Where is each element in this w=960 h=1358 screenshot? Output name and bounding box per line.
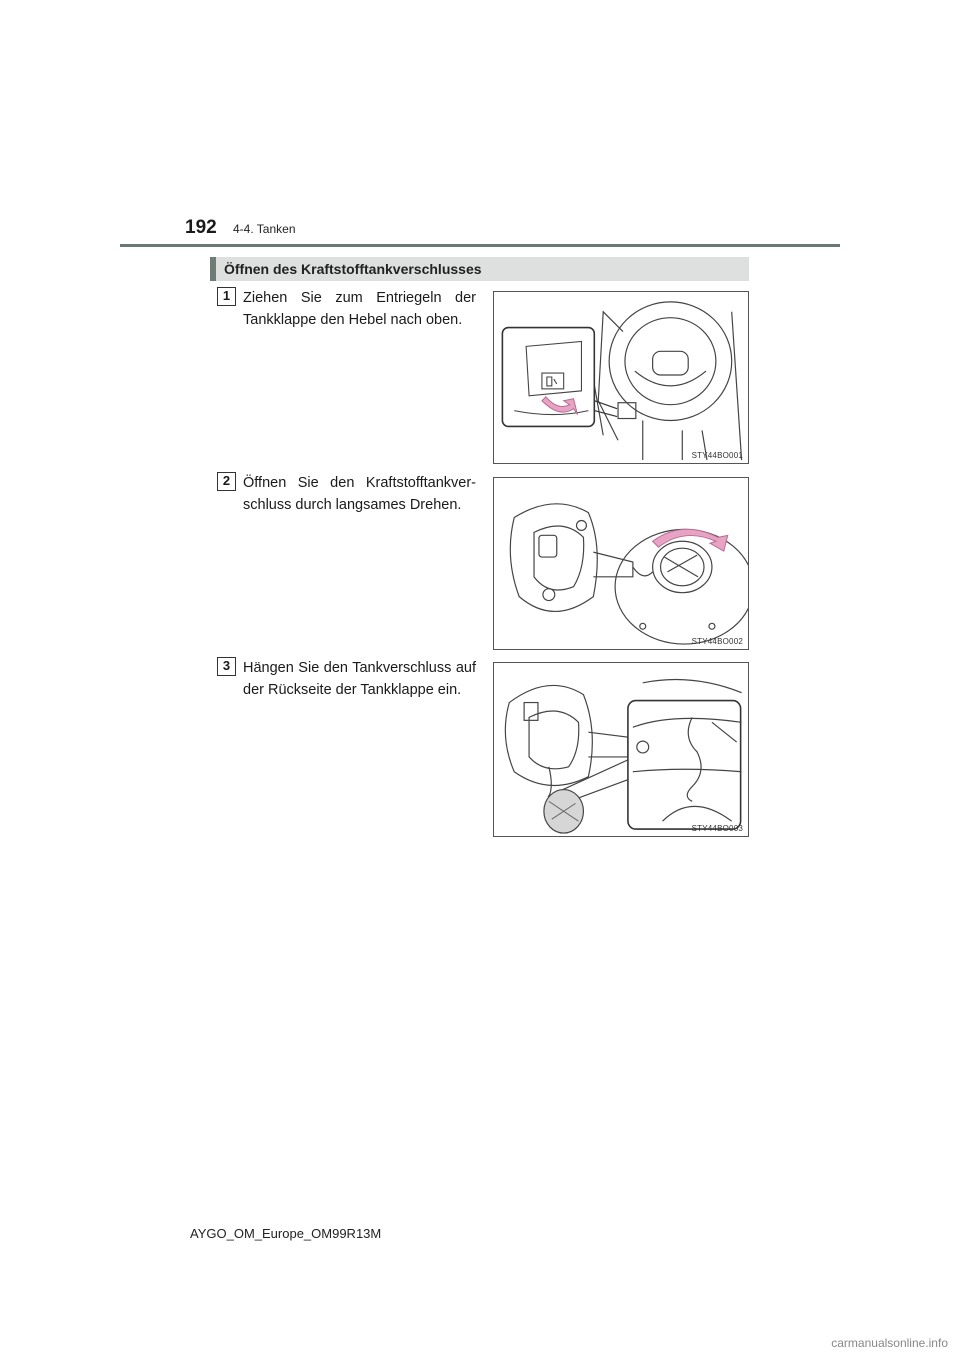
fuel-cap-hang-illustration bbox=[494, 663, 748, 836]
figure-open-cap bbox=[493, 477, 749, 650]
step-badge-2: 2 bbox=[217, 472, 236, 491]
step-text-1: Ziehen Sie zum Entriegeln der Tankklappe den Hebel nach oben. bbox=[243, 290, 476, 328]
section-heading: Öffnen des Kraftstofftankverschlusses bbox=[210, 257, 749, 281]
figure-fuel-lever bbox=[493, 291, 749, 464]
fuel-lever-illustration bbox=[494, 292, 748, 463]
figure-code: STY44BO003 bbox=[691, 824, 743, 833]
fuel-cap-open-illustration bbox=[494, 478, 748, 649]
section-label: 4-4. Tanken bbox=[233, 222, 296, 236]
header-rule bbox=[120, 244, 840, 247]
figure-code: STY44BO002 bbox=[691, 637, 743, 646]
step-text-3: Hängen Sie den Tankverschluss auf der Rückseite der Tankklappe ein. bbox=[243, 660, 476, 698]
step-text-2: Öffnen Sie den Kraftstofftankver-schluss durch langsames Drehen. bbox=[243, 475, 476, 513]
step-badge-1: 1 bbox=[217, 287, 236, 306]
step-badge-3: 3 bbox=[217, 657, 236, 676]
figure-hang-cap bbox=[493, 662, 749, 837]
figure-code: STY44BO001 bbox=[691, 451, 743, 460]
page-number: 192 bbox=[185, 217, 217, 238]
footer-manual-code: AYGO_OM_Europe_OM99R13M bbox=[190, 1226, 382, 1241]
watermark: carmanualsonline.info bbox=[831, 1336, 948, 1350]
